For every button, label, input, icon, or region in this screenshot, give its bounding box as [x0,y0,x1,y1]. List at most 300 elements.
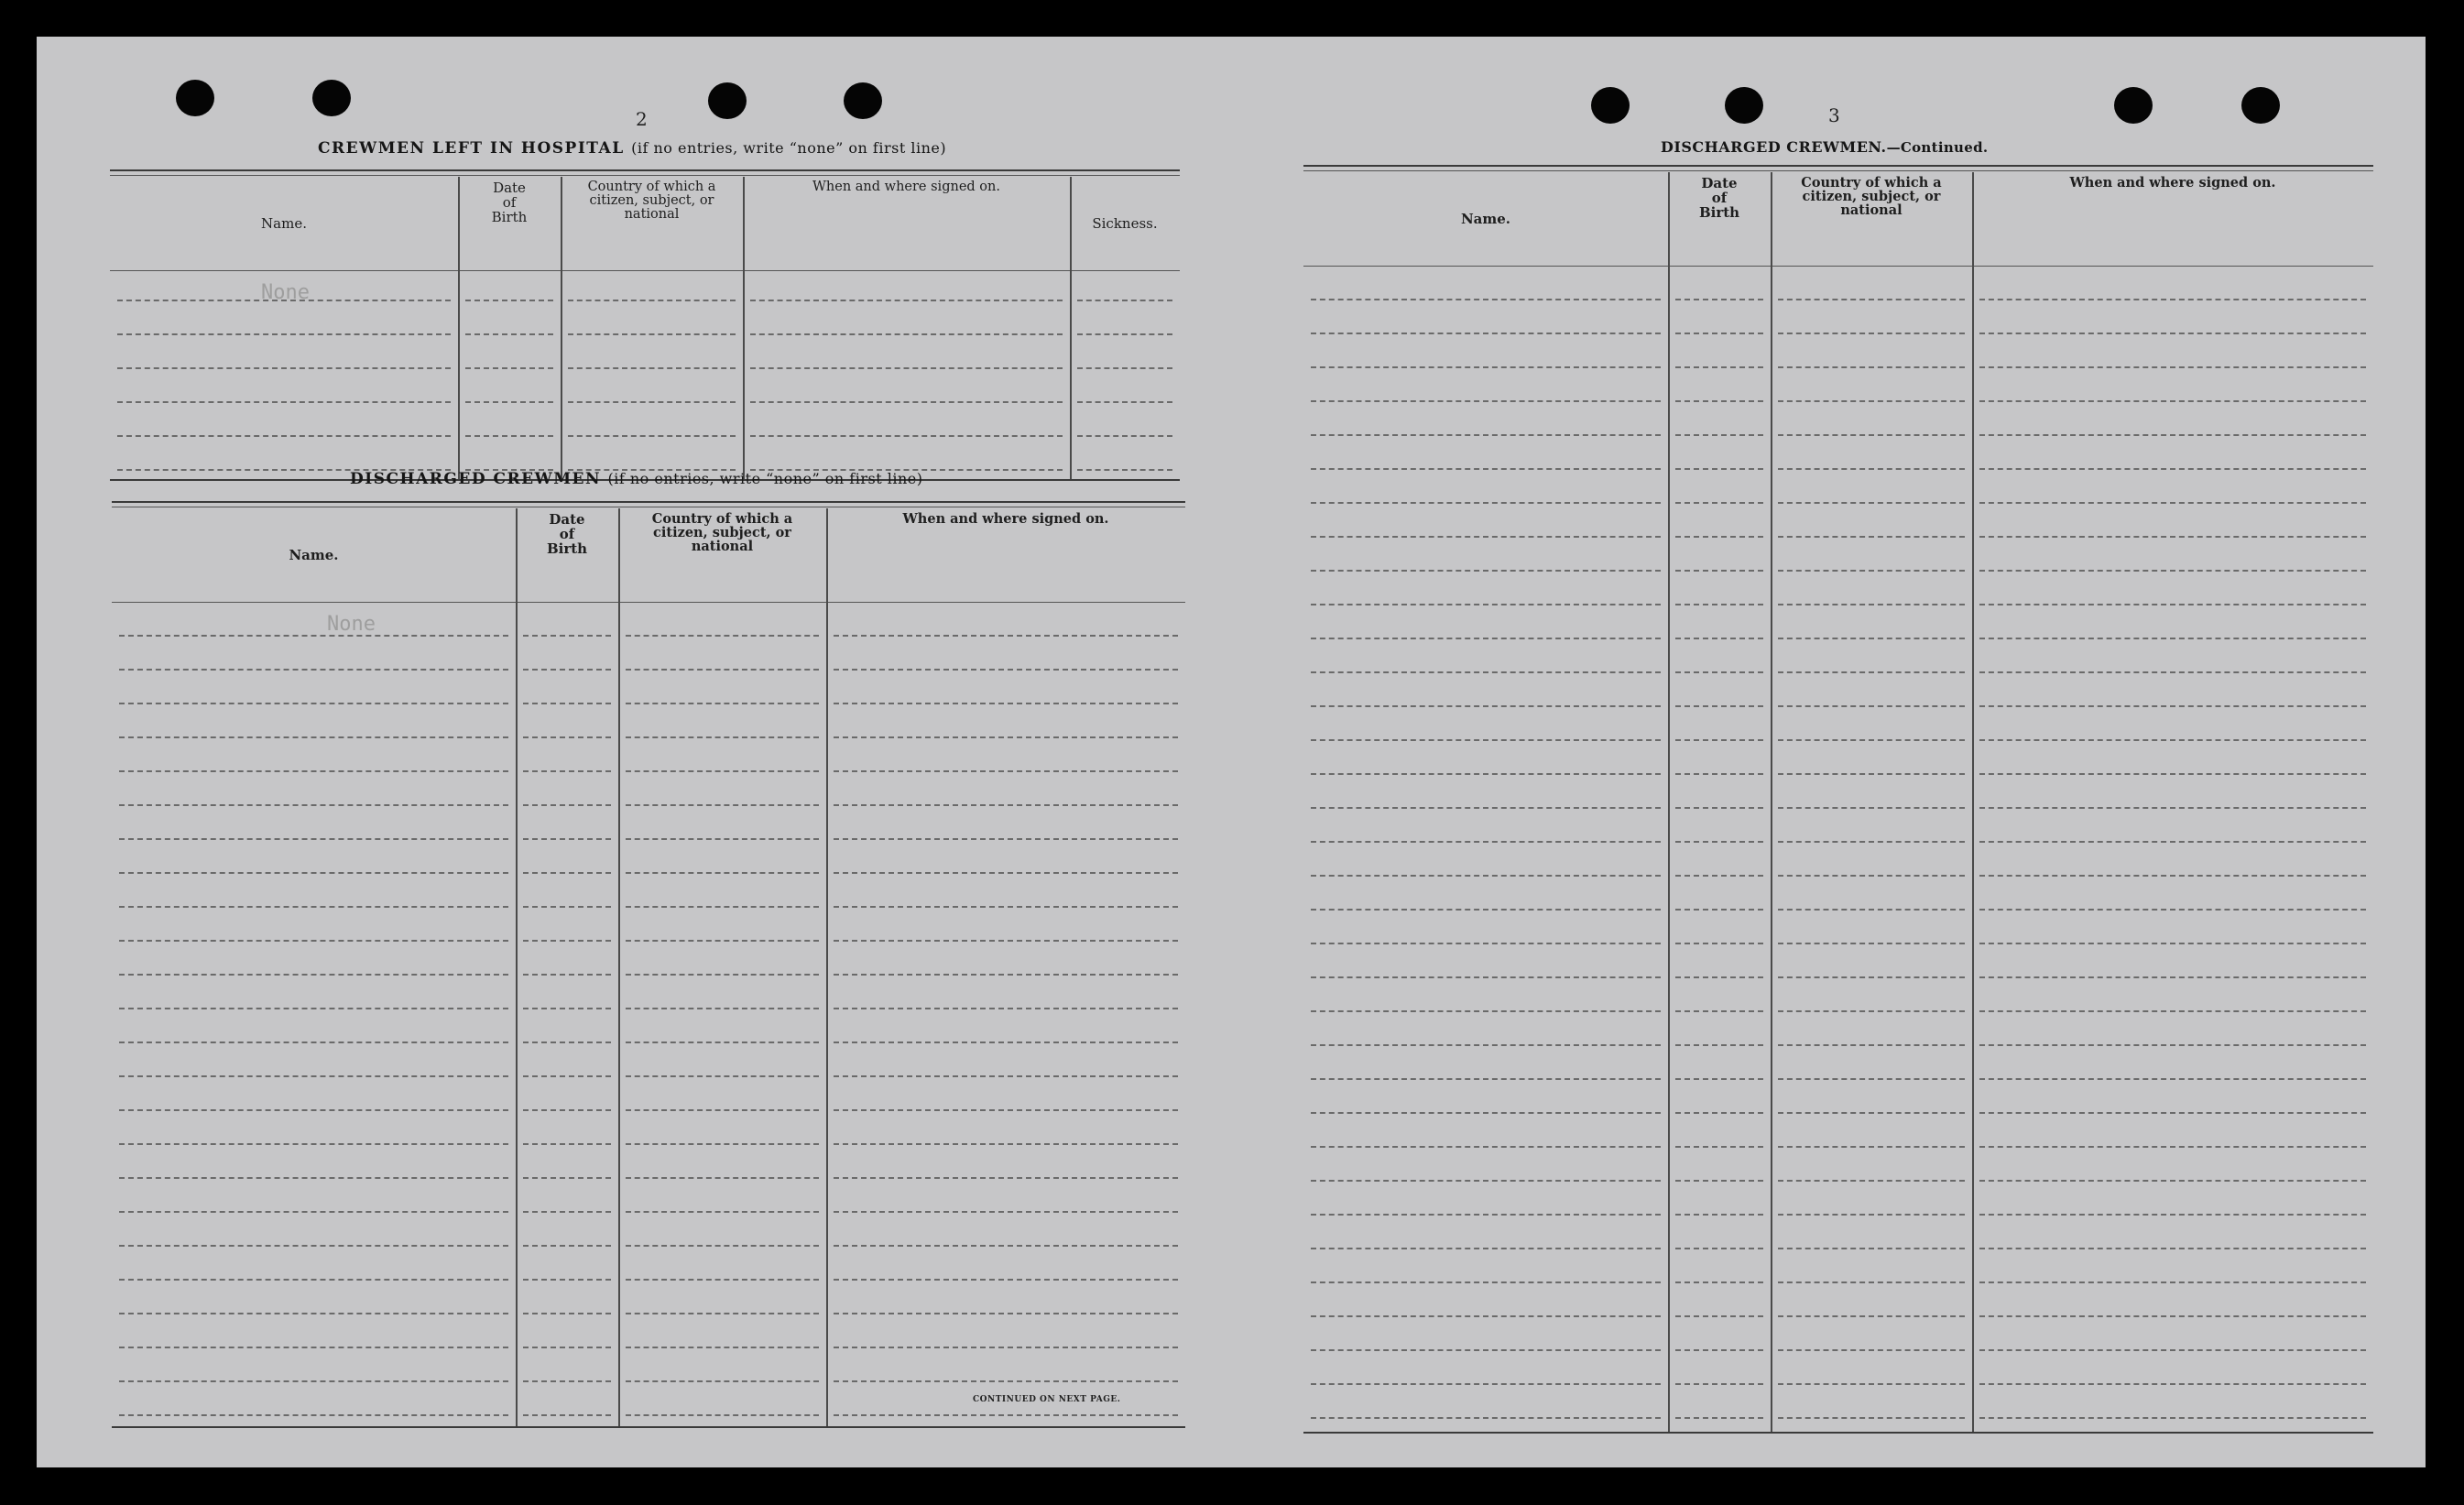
entry-line [1077,333,1172,335]
entry-line [626,838,819,840]
entry-line [626,1008,819,1009]
discharged-continued-title [1661,138,1988,156]
entry-line [1311,1315,1661,1317]
entry-line [1778,570,1965,572]
entry-line [1979,1315,2366,1317]
entry-line [1675,671,1763,673]
hospital-title-text: CREWMEN LEFT IN HOSPITAL [318,139,625,158]
entry-line [1675,909,1763,911]
entry-line [834,974,1178,976]
entry-line [1311,739,1661,741]
entry-line [568,333,736,335]
entry-line [1311,333,1661,334]
entry-line [1778,502,1965,504]
entry-line [1778,1417,1965,1419]
entry-line [834,635,1178,637]
entry-line [1675,570,1763,572]
column-divider [516,508,518,1426]
column-header: When and where signed on. [902,511,1109,527]
entry-line [1311,638,1661,639]
page-number: 2 [636,108,648,130]
column-header: Country of which a citizen, subject, or national [587,180,716,222]
entry-line [523,804,611,806]
entry-line [117,435,451,437]
entry-line [750,333,1063,335]
entry-line [1979,1349,2366,1351]
entry-line [750,401,1063,403]
entry-line [1778,909,1965,911]
entry-line [1979,1281,2366,1283]
entry-line [750,367,1063,369]
entry-line [119,703,508,704]
entry-line [1311,1180,1661,1182]
entry-line [523,703,611,704]
entry-line [1311,773,1661,775]
entry-line [465,435,553,437]
entry-line [834,1347,1178,1348]
entry-line [1311,1248,1661,1249]
entry-line [626,804,819,806]
entry-line [1778,807,1965,809]
entry-line [1311,570,1661,572]
entry-line [1675,807,1763,809]
entry-line [834,703,1178,704]
entry-line [1778,875,1965,877]
entry-line [834,804,1178,806]
entry-line [750,435,1063,437]
entry-line [119,1075,508,1077]
entry-line [1979,1383,2366,1385]
entry-line [626,1143,819,1145]
entry-line [1778,468,1965,470]
entry-line [523,1143,611,1145]
entry-line [1979,502,2366,504]
entry-line [1311,1417,1661,1419]
entry-line [568,367,736,369]
discharged-continued-table [1303,165,2373,1434]
entry-line [1675,1349,1763,1351]
entry-line [1675,468,1763,470]
entry-line [1979,1078,2366,1080]
entry-line [626,1075,819,1077]
entry-line [834,872,1178,874]
entry-line [1778,1078,1965,1080]
entry-line [1675,976,1763,978]
entry-line [626,1347,819,1348]
table-bottom-rule [1303,1432,2373,1434]
entry-line [465,401,553,403]
entry-line [1979,604,2366,605]
entry-line [1675,1180,1763,1182]
entry-line [1979,807,2366,809]
entry-line [1675,1010,1763,1012]
table-top-rule [1303,165,2373,167]
entry-line [119,1109,508,1111]
entry-line [626,940,819,942]
entry-line [1077,401,1172,403]
table-top-rule-inner [110,175,1180,176]
entry-line [1077,367,1172,369]
table-header-rule [1303,266,2373,267]
entry-line [1979,1010,2366,1012]
entry-line [834,940,1178,942]
entry-line [1675,1078,1763,1080]
continued-label: —Continued. [1886,139,1989,156]
manifest-sheet [37,37,2426,1467]
entry-line [523,1245,611,1247]
punch-hole [2114,87,2153,124]
punch-hole [844,82,882,119]
entry-line [834,1279,1178,1281]
entry-line [1778,841,1965,843]
entry-line [523,1109,611,1111]
entry-line [834,1211,1178,1213]
entry-line [523,1075,611,1077]
column-header: Sickness. [1092,215,1158,232]
entry-line [1311,909,1661,911]
entry-line [119,838,508,840]
entry-line [1778,1383,1965,1385]
entry-line [1979,638,2366,639]
entry-line [1778,1214,1965,1216]
column-header: Date of Birth [491,180,528,225]
column-header: When and where signed on. [2069,175,2276,191]
entry-line [1675,1214,1763,1216]
entry-line [119,635,508,637]
column-divider [826,508,828,1426]
entry-line [119,1414,508,1416]
entry-line [626,1177,819,1179]
continued-title-text: DISCHARGED CREWMEN. [1661,138,1887,156]
entry-line [1675,333,1763,334]
hospital-section-title [318,139,946,158]
entry-line [119,906,508,908]
entry-line [1979,976,2366,978]
entry-line [1675,875,1763,877]
entry-line [1778,1349,1965,1351]
entry-line [1077,435,1172,437]
column-header: Name. [289,547,339,563]
entry-line [119,1279,508,1281]
entry-line [523,1414,611,1416]
entry-line [626,1245,819,1247]
entry-line [119,1177,508,1179]
entry-line [568,300,736,301]
entry-line [834,1313,1178,1314]
entry-line [1778,1112,1965,1114]
entry-line [1778,299,1965,300]
entry-line [1675,1315,1763,1317]
entry-line [626,770,819,772]
entry-line [1675,536,1763,538]
entry-line [834,669,1178,671]
entry-line [1778,1180,1965,1182]
entry-line [1311,1349,1661,1351]
table-header-rule [110,270,1180,271]
entry-line [119,1211,508,1213]
entry-line [1778,638,1965,639]
entry-line [523,669,611,671]
entry-line [1778,333,1965,334]
entry-line [1979,1112,2366,1114]
entry-line [626,1414,819,1416]
entry-line [119,1245,508,1247]
entry-line [119,736,508,738]
entry-line [834,1143,1178,1145]
entry-line [1675,1044,1763,1046]
discharged-table [112,501,1185,1428]
entry-line [834,1245,1178,1247]
entry-line [1979,1417,2366,1419]
entry-line [1979,366,2366,368]
continued-footer: CONTINUED ON NEXT PAGE. [973,1395,1121,1404]
entry-line [1675,502,1763,504]
entry-line [523,1008,611,1009]
entry-line [1675,366,1763,368]
entry-line [1778,705,1965,707]
column-divider [1668,172,1670,1432]
punch-hole [2241,87,2280,124]
column-divider [1070,177,1072,479]
entry-line [523,974,611,976]
entry-line [626,1109,819,1111]
entry-line [1675,604,1763,605]
entry-line [523,1279,611,1281]
entry-line [1979,299,2366,300]
entry-line [1979,943,2366,944]
entry-line [626,1313,819,1314]
discharged-title-text: DISCHARGED CREWMEN [350,470,602,488]
entry-line [1675,841,1763,843]
discharged-title-note: (if no entries, write “none” on first line) [607,470,923,487]
entry-line [523,1313,611,1314]
entry-line [523,736,611,738]
entry-line [1675,400,1763,402]
entry-line [1979,1180,2366,1182]
entry-line [1979,1214,2366,1216]
entry-line [1979,841,2366,843]
entry-line [1778,671,1965,673]
entry-none: None [261,281,310,304]
entry-line [1979,333,2366,334]
entry-line [1979,468,2366,470]
entry-line [626,736,819,738]
table-top-rule [112,501,1185,503]
entry-line [1675,1281,1763,1283]
entry-line [626,1279,819,1281]
entry-line [119,1143,508,1145]
entry-line [1778,1281,1965,1283]
column-header: Name. [261,215,307,232]
entry-line [626,872,819,874]
entry-line [834,770,1178,772]
entry-line [1778,1044,1965,1046]
entry-line [1778,1315,1965,1317]
entry-line [1311,502,1661,504]
entry-line [1675,434,1763,436]
entry-line [523,1211,611,1213]
entry-line [1311,1112,1661,1114]
entry-line [523,872,611,874]
entry-line [834,1177,1178,1179]
table-bottom-rule [112,1426,1185,1428]
entry-line [1979,909,2366,911]
entry-line [1675,943,1763,944]
entry-line [834,1075,1178,1077]
entry-line [626,703,819,704]
entry-line [1311,705,1661,707]
column-divider [618,508,620,1426]
entry-line [1675,1112,1763,1114]
entry-line [465,300,553,301]
entry-line [626,906,819,908]
table-top-rule [110,169,1180,171]
entry-line [1311,875,1661,877]
column-divider [1972,172,1974,1432]
entry-line [626,1042,819,1043]
entry-line [834,838,1178,840]
entry-line [1979,1044,2366,1046]
entry-line [1675,773,1763,775]
entry-line [1778,739,1965,741]
column-divider [458,177,460,479]
entry-line [1311,536,1661,538]
entry-line [1979,1248,2366,1249]
entry-line [1311,807,1661,809]
entry-line [1077,300,1172,301]
entry-line [1778,773,1965,775]
column-divider [743,177,745,479]
entry-line [1675,1383,1763,1385]
entry-line [1675,638,1763,639]
entry-line [1778,976,1965,978]
entry-line [465,333,553,335]
entry-line [1311,400,1661,402]
entry-line [834,1109,1178,1111]
column-header: Country of which a citizen, subject, or national [1801,175,1942,218]
entry-line [568,401,736,403]
discharged-section-title [350,470,922,488]
entry-line [1778,604,1965,605]
entry-line [117,333,451,335]
entry-line [834,1042,1178,1043]
entry-line [523,1380,611,1382]
entry-line [626,1380,819,1382]
punch-hole [1591,87,1630,124]
column-header: Date of Birth [1698,175,1740,221]
entry-line [523,906,611,908]
entry-line [1675,1417,1763,1419]
punch-hole [708,82,747,119]
entry-line [1979,570,2366,572]
entry-none: None [327,613,376,636]
entry-line [1778,1248,1965,1249]
entry-line [1778,1146,1965,1148]
entry-line [1979,739,2366,741]
entry-line [119,872,508,874]
entry-line [117,401,451,403]
entry-line [834,1414,1178,1416]
column-header: Name. [1460,211,1511,227]
entry-line [119,974,508,976]
entry-line [626,1211,819,1213]
entry-line [1675,299,1763,300]
entry-line [119,1347,508,1348]
entry-line [1311,943,1661,944]
entry-line [1979,1146,2366,1148]
punch-hole [176,80,214,116]
entry-line [834,736,1178,738]
entry-line [523,770,611,772]
entry-line [1311,1044,1661,1046]
entry-line [1311,1078,1661,1080]
entry-line [119,940,508,942]
entry-line [1778,943,1965,944]
entry-line [1311,1010,1661,1012]
entry-line [834,1008,1178,1009]
entry-line [1979,536,2366,538]
entry-line [750,300,1063,301]
entry-line [1311,671,1661,673]
entry-line [119,1042,508,1043]
column-divider [561,177,562,479]
entry-line [1979,671,2366,673]
entry-line [119,1380,508,1382]
punch-hole [1725,87,1763,124]
table-header-rule [112,602,1185,603]
entry-line [1311,604,1661,605]
column-header: Country of which a citizen, subject, or national [651,511,793,554]
entry-line [1979,875,2366,877]
entry-line [117,367,451,369]
entry-line [834,906,1178,908]
entry-line [1778,366,1965,368]
entry-line [119,1313,508,1314]
entry-line [1311,1214,1661,1216]
entry-line [523,940,611,942]
hospital-title-note: (if no entries, write “none” on first line) [631,139,947,157]
entry-line [1778,536,1965,538]
entry-line [1311,841,1661,843]
entry-line [834,1380,1178,1382]
entry-line [1979,773,2366,775]
entry-line [626,669,819,671]
entry-line [626,635,819,637]
table-top-rule-inner [1303,170,2373,171]
entry-line [119,770,508,772]
entry-line [1311,299,1661,300]
entry-line [523,635,611,637]
entry-line [626,974,819,976]
column-header: When and where signed on. [812,180,1000,194]
punch-hole [312,80,351,116]
entry-line [1979,400,2366,402]
entry-line [1311,976,1661,978]
entry-line [523,1347,611,1348]
entry-line [1979,705,2366,707]
page-number: 3 [1828,104,1840,126]
entry-line [1778,400,1965,402]
hospital-table [110,169,1180,481]
entry-line [1311,366,1661,368]
entry-line [1778,434,1965,436]
entry-line [523,1177,611,1179]
entry-line [1675,1248,1763,1249]
entry-line [119,804,508,806]
entry-line [1675,705,1763,707]
entry-line [1311,468,1661,470]
entry-line [119,669,508,671]
